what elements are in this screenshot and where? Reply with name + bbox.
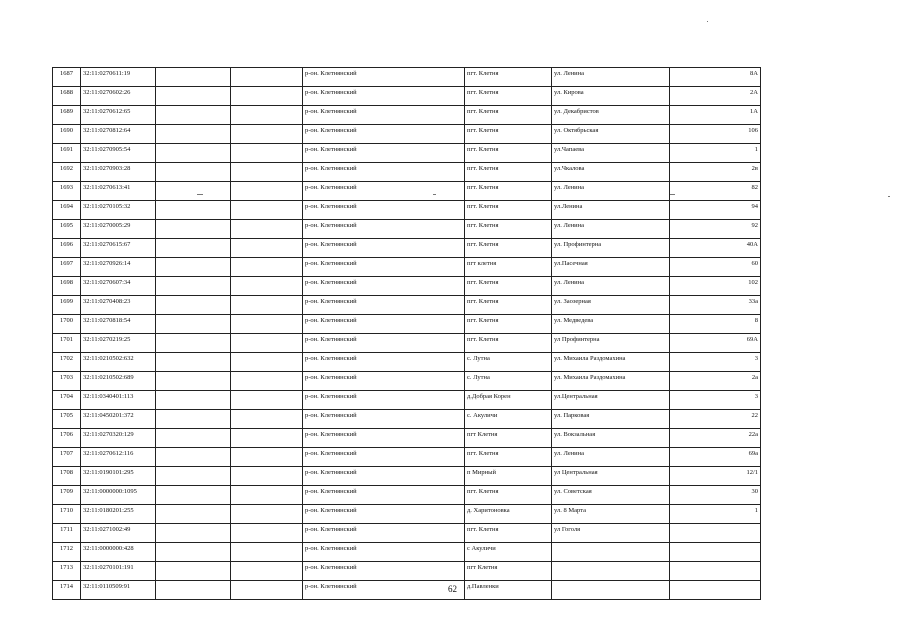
house-number: 3 — [670, 391, 761, 410]
district: р-он. Клетнянский — [303, 296, 465, 315]
row-number: 1700 — [53, 315, 81, 334]
empty-cell — [156, 87, 231, 106]
cadastral-number: 32:11:0270408:23 — [81, 296, 156, 315]
table-row — [53, 87, 761, 106]
cadastral-number: 32:11:0270613:41 — [81, 182, 156, 201]
settlement: пгт. Клетня — [465, 296, 552, 315]
district: р-он. Клетнянский — [303, 334, 465, 353]
settlement: с. Лутна — [465, 372, 552, 391]
empty-cell — [231, 467, 303, 486]
table-row — [53, 410, 761, 429]
street: ул. Ленина — [552, 277, 670, 296]
empty-cell — [231, 239, 303, 258]
cadastral-number: 32:11:0210502:689 — [81, 372, 156, 391]
settlement: пгт. Клетня — [465, 448, 552, 467]
row-number: 1692 — [53, 163, 81, 182]
house-number — [670, 524, 761, 543]
cadastral-number: 32:11:0000000:428 — [81, 543, 156, 562]
district: р-он. Клетнянский — [303, 144, 465, 163]
table-row — [53, 315, 761, 334]
house-number: 8А — [670, 68, 761, 87]
street: ул. Михаила Раздомахина — [552, 372, 670, 391]
street: ул. Ленина — [552, 182, 670, 201]
empty-cell — [156, 201, 231, 220]
house-number: 1 — [670, 144, 761, 163]
register-body — [53, 68, 761, 600]
table-row — [53, 467, 761, 486]
house-number: 1 — [670, 505, 761, 524]
table-row — [53, 353, 761, 372]
house-number: 1А — [670, 106, 761, 125]
district: р-он. Клетнянский — [303, 68, 465, 87]
row-number: 1699 — [53, 296, 81, 315]
cadastral-number: 32:11:0000000:1095 — [81, 486, 156, 505]
district: р-он. Клетнянский — [303, 125, 465, 144]
empty-cell — [156, 562, 231, 581]
street: ул. Вокзальная — [552, 429, 670, 448]
street: ул.Пасечная — [552, 258, 670, 277]
street: ул Гоголя — [552, 524, 670, 543]
district: р-он. Клетнянский — [303, 372, 465, 391]
settlement: п Мирный — [465, 467, 552, 486]
row-number: 1706 — [53, 429, 81, 448]
empty-cell — [231, 258, 303, 277]
row-number: 1713 — [53, 562, 81, 581]
street: ул Профинтерна — [552, 334, 670, 353]
empty-cell — [231, 543, 303, 562]
cadastral-number: 32:11:0270105:32 — [81, 201, 156, 220]
empty-cell — [156, 106, 231, 125]
row-number: 1693 — [53, 182, 81, 201]
empty-cell — [231, 277, 303, 296]
district: р-он. Клетнянский — [303, 410, 465, 429]
settlement: пгт. Клетня — [465, 125, 552, 144]
street: ул. 8 Марта — [552, 505, 670, 524]
empty-cell — [156, 144, 231, 163]
district: р-он. Клетнянский — [303, 220, 465, 239]
house-number: 2А — [670, 87, 761, 106]
house-number: 22 — [670, 410, 761, 429]
cadastral-number: 32:11:0271002:49 — [81, 524, 156, 543]
cadastral-number: 32:11:0270101:191 — [81, 562, 156, 581]
district: р-он. Клетнянский — [303, 315, 465, 334]
house-number: 3 — [670, 353, 761, 372]
table-row — [53, 391, 761, 410]
district: р-он. Клетнянский — [303, 524, 465, 543]
street — [552, 543, 670, 562]
street: ул.Чкалова — [552, 163, 670, 182]
row-number: 1688 — [53, 87, 81, 106]
row-number: 1710 — [53, 505, 81, 524]
table-row — [53, 239, 761, 258]
house-number: 102 — [670, 277, 761, 296]
empty-cell — [231, 315, 303, 334]
street: ул. Октябрьская — [552, 125, 670, 144]
empty-cell — [156, 125, 231, 144]
cadastral-number: 32:11:0270812:64 — [81, 125, 156, 144]
row-number: 1709 — [53, 486, 81, 505]
settlement: пгт. Клетня — [465, 201, 552, 220]
table-row — [53, 448, 761, 467]
scan-speck — [433, 194, 436, 195]
cadastral-number: 32:11:0270818:54 — [81, 315, 156, 334]
settlement: с. Лутна — [465, 353, 552, 372]
settlement: пгт. Клетня — [465, 87, 552, 106]
empty-cell — [156, 277, 231, 296]
house-number: 12/1 — [670, 467, 761, 486]
street: ул Центральная — [552, 467, 670, 486]
district: р-он. Клетнянский — [303, 429, 465, 448]
house-number: 33а — [670, 296, 761, 315]
empty-cell — [231, 562, 303, 581]
row-number: 1712 — [53, 543, 81, 562]
empty-cell — [156, 239, 231, 258]
settlement: д.Павленки — [465, 581, 552, 600]
district: р-он. Клетнянский — [303, 391, 465, 410]
district: р-он. Клетнянский — [303, 239, 465, 258]
empty-cell — [156, 353, 231, 372]
district: р-он. Клетнянский — [303, 505, 465, 524]
scan-speck — [888, 196, 890, 197]
empty-cell — [231, 296, 303, 315]
empty-cell — [231, 353, 303, 372]
house-number: 82 — [670, 182, 761, 201]
street: ул.Чапаева — [552, 144, 670, 163]
empty-cell — [156, 448, 231, 467]
empty-cell — [156, 486, 231, 505]
row-number: 1687 — [53, 68, 81, 87]
district: р-он. Клетнянский — [303, 543, 465, 562]
street: ул.Ленина — [552, 201, 670, 220]
empty-cell — [231, 68, 303, 87]
table-row — [53, 334, 761, 353]
address-register-table — [52, 67, 761, 600]
settlement: пгт. Клетня — [465, 68, 552, 87]
row-number: 1697 — [53, 258, 81, 277]
table-row — [53, 277, 761, 296]
house-number: 60 — [670, 258, 761, 277]
settlement: д.Добрая Корен — [465, 391, 552, 410]
cadastral-number: 32:11:0270607:34 — [81, 277, 156, 296]
settlement: пгт. Клетня — [465, 144, 552, 163]
house-number: 92 — [670, 220, 761, 239]
district: р-он. Клетнянский — [303, 353, 465, 372]
empty-cell — [156, 315, 231, 334]
empty-cell — [231, 429, 303, 448]
street: ул. Михаила Раздомахина — [552, 353, 670, 372]
cadastral-number: 32:11:0270005:29 — [81, 220, 156, 239]
street: ул. Парковая — [552, 410, 670, 429]
empty-cell — [156, 258, 231, 277]
settlement: пгт. Клетня — [465, 524, 552, 543]
empty-cell — [156, 296, 231, 315]
empty-cell — [231, 391, 303, 410]
empty-cell — [231, 448, 303, 467]
row-number: 1694 — [53, 201, 81, 220]
house-number: 106 — [670, 125, 761, 144]
empty-cell — [231, 106, 303, 125]
settlement: пгт Клетня — [465, 562, 552, 581]
street: ул. Ленина — [552, 448, 670, 467]
district: р-он. Клетнянский — [303, 106, 465, 125]
row-number: 1704 — [53, 391, 81, 410]
row-number: 1708 — [53, 467, 81, 486]
table-row — [53, 296, 761, 315]
cadastral-number: 32:11:0450201:372 — [81, 410, 156, 429]
house-number — [670, 543, 761, 562]
house-number: 30 — [670, 486, 761, 505]
row-number: 1707 — [53, 448, 81, 467]
settlement: пгт. Клетня — [465, 106, 552, 125]
cadastral-number: 32:11:0110509:91 — [81, 581, 156, 600]
row-number: 1714 — [53, 581, 81, 600]
cadastral-number: 32:11:0270612:65 — [81, 106, 156, 125]
empty-cell — [231, 486, 303, 505]
street: ул.Центральная — [552, 391, 670, 410]
empty-cell — [231, 524, 303, 543]
house-number: 8 — [670, 315, 761, 334]
house-number: 40А — [670, 239, 761, 258]
house-number: 69а — [670, 448, 761, 467]
row-number: 1698 — [53, 277, 81, 296]
empty-cell — [231, 334, 303, 353]
cadastral-number: 32:11:0270219:25 — [81, 334, 156, 353]
row-number: 1701 — [53, 334, 81, 353]
empty-cell — [231, 182, 303, 201]
street: ул. Заозерная — [552, 296, 670, 315]
table-row — [53, 524, 761, 543]
empty-cell — [231, 201, 303, 220]
scan-speck — [197, 194, 203, 195]
empty-cell — [231, 125, 303, 144]
district: р-он. Клетнянский — [303, 182, 465, 201]
table-row — [53, 201, 761, 220]
settlement: пгт. Клетня — [465, 163, 552, 182]
cadastral-number: 32:11:0340401:113 — [81, 391, 156, 410]
cadastral-number: 32:11:0270903:28 — [81, 163, 156, 182]
street: ул. Профинтерна — [552, 239, 670, 258]
scan-speck — [707, 21, 708, 22]
house-number: 69А — [670, 334, 761, 353]
cadastral-number: 32:11:0270320:129 — [81, 429, 156, 448]
table-row — [53, 486, 761, 505]
district: р-он. Клетнянский — [303, 163, 465, 182]
district: р-он. Клетнянский — [303, 581, 465, 600]
settlement: пгт. Клетня — [465, 182, 552, 201]
page-number: 62 — [448, 584, 457, 594]
settlement: пгт клетня — [465, 258, 552, 277]
table-row — [53, 372, 761, 391]
district: р-он. Клетнянский — [303, 486, 465, 505]
house-number: 94 — [670, 201, 761, 220]
street: ул. Ленина — [552, 68, 670, 87]
empty-cell — [156, 467, 231, 486]
table-row — [53, 68, 761, 87]
empty-cell — [156, 410, 231, 429]
empty-cell — [156, 220, 231, 239]
street: ул. Советская — [552, 486, 670, 505]
empty-cell — [156, 372, 231, 391]
street: ул. Ленина — [552, 220, 670, 239]
empty-cell — [156, 505, 231, 524]
cadastral-number: 32:11:0270926:14 — [81, 258, 156, 277]
table-row — [53, 144, 761, 163]
table-row — [53, 429, 761, 448]
scan-speck — [670, 194, 675, 195]
house-number: 2а — [670, 372, 761, 391]
row-number: 1711 — [53, 524, 81, 543]
district: р-он. Клетнянский — [303, 448, 465, 467]
row-number: 1705 — [53, 410, 81, 429]
settlement: д. Харитоновка — [465, 505, 552, 524]
empty-cell — [156, 429, 231, 448]
cadastral-number: 32:11:0190101:295 — [81, 467, 156, 486]
row-number: 1691 — [53, 144, 81, 163]
house-number: 22а — [670, 429, 761, 448]
row-number: 1689 — [53, 106, 81, 125]
settlement: пгт. Клетня — [465, 277, 552, 296]
table-row — [53, 258, 761, 277]
row-number: 1702 — [53, 353, 81, 372]
street: ул. Медведева — [552, 315, 670, 334]
cadastral-number: 32:11:0270615:67 — [81, 239, 156, 258]
row-number: 1696 — [53, 239, 81, 258]
district: р-он. Клетнянский — [303, 87, 465, 106]
empty-cell — [156, 524, 231, 543]
cadastral-number: 32:11:0270612:116 — [81, 448, 156, 467]
empty-cell — [231, 505, 303, 524]
cadastral-number: 32:11:0180201:255 — [81, 505, 156, 524]
settlement: пгт Клетня — [465, 429, 552, 448]
table-row — [53, 562, 761, 581]
empty-cell — [156, 182, 231, 201]
cadastral-number: 32:11:0270602:26 — [81, 87, 156, 106]
district: р-он. Клетнянский — [303, 467, 465, 486]
table-row — [53, 125, 761, 144]
cadastral-number: 32:11:0270905:54 — [81, 144, 156, 163]
empty-cell — [231, 410, 303, 429]
empty-cell — [231, 87, 303, 106]
empty-cell — [156, 391, 231, 410]
district: р-он. Клетнянский — [303, 562, 465, 581]
street — [552, 562, 670, 581]
cadastral-number: 32:11:0270611:19 — [81, 68, 156, 87]
street: ул. Кирова — [552, 87, 670, 106]
district: р-он. Клетнянский — [303, 277, 465, 296]
district: р-он. Клетнянский — [303, 201, 465, 220]
table-row — [53, 505, 761, 524]
row-number: 1690 — [53, 125, 81, 144]
settlement: с. Акуличи — [465, 410, 552, 429]
empty-cell — [231, 163, 303, 182]
settlement: пгт. Клетня — [465, 239, 552, 258]
table-row — [53, 182, 761, 201]
cadastral-number: 32:11:0210502:632 — [81, 353, 156, 372]
empty-cell — [156, 68, 231, 87]
settlement: с Акуличи — [465, 543, 552, 562]
settlement: пгт. Клетня — [465, 486, 552, 505]
table-row — [53, 220, 761, 239]
row-number: 1703 — [53, 372, 81, 391]
house-number — [670, 562, 761, 581]
settlement: пгт. Клетня — [465, 220, 552, 239]
empty-cell — [231, 372, 303, 391]
empty-cell — [156, 543, 231, 562]
table-row — [53, 163, 761, 182]
empty-cell — [231, 144, 303, 163]
empty-cell — [156, 334, 231, 353]
empty-cell — [231, 220, 303, 239]
street: ул. Декабристов — [552, 106, 670, 125]
table-row — [53, 543, 761, 562]
house-number: 2в — [670, 163, 761, 182]
table-row — [53, 106, 761, 125]
district: р-он. Клетнянский — [303, 258, 465, 277]
empty-cell — [156, 163, 231, 182]
settlement: пгт. Клетня — [465, 334, 552, 353]
settlement: пгт. Клетня — [465, 315, 552, 334]
row-number: 1695 — [53, 220, 81, 239]
